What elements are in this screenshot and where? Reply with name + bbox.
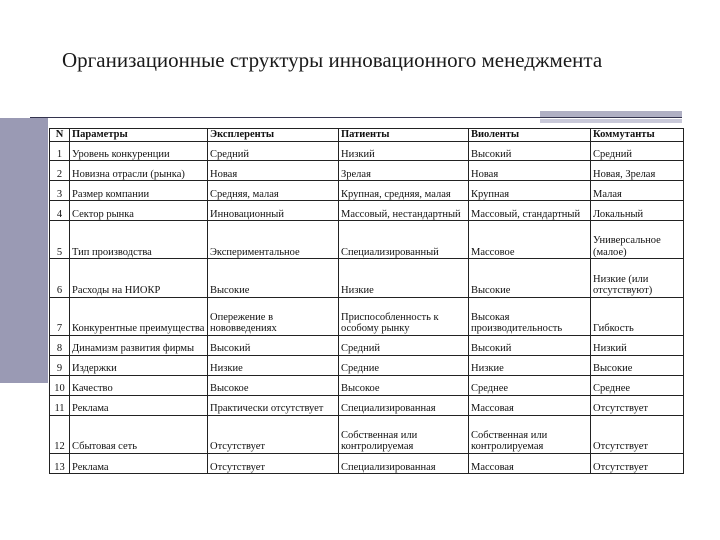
cell-parameter: Уровень конкуренции (70, 141, 208, 161)
cell-violents: Крупная (469, 181, 591, 201)
header-cell-explerents: Эксплеренты (208, 129, 339, 142)
cell-patients: Приспособленность к особому рынку (339, 297, 469, 335)
table-row (50, 453, 684, 473)
cell-explerents: Средняя, малая (208, 181, 339, 201)
comparison-table (49, 128, 684, 474)
cell-row-number: 13 (50, 453, 70, 473)
cell-commutants: Среднее (591, 375, 684, 395)
cell-violents: Высокий (469, 335, 591, 355)
cell-parameter: Качество (70, 375, 208, 395)
cell-parameter: Реклама (70, 395, 208, 415)
cell-explerents: Высокие (208, 259, 339, 297)
table-row (50, 355, 684, 375)
cell-row-number: 12 (50, 415, 70, 453)
cell-parameter: Сбытовая сеть (70, 415, 208, 453)
cell-row-number: 2 (50, 161, 70, 181)
cell-explerents: Практически отсутствует (208, 395, 339, 415)
decorative-accent-bar-lower (540, 119, 682, 123)
cell-violents: Новая (469, 161, 591, 181)
cell-commutants: Отсутствует (591, 395, 684, 415)
decorative-side-bar (0, 118, 48, 383)
cell-patients: Высокое (339, 375, 469, 395)
cell-parameter: Конкурентные преимущества (70, 297, 208, 335)
cell-row-number: 3 (50, 181, 70, 201)
cell-explerents: Инновационный (208, 201, 339, 221)
cell-parameter: Тип производства (70, 221, 208, 259)
cell-parameter: Издержки (70, 355, 208, 375)
cell-commutants: Новая, Зрелая (591, 161, 684, 181)
cell-patients: Специализированная (339, 453, 469, 473)
cell-patients: Средний (339, 335, 469, 355)
cell-explerents: Средний (208, 141, 339, 161)
cell-commutants: Отсутствует (591, 415, 684, 453)
table-row (50, 221, 684, 259)
cell-explerents: Низкие (208, 355, 339, 375)
cell-patients: Массовый, нестандартный (339, 201, 469, 221)
header-cell-patients: Патиенты (339, 129, 469, 142)
header-cell-commutants: Коммутанты (591, 129, 684, 142)
cell-violents: Среднее (469, 375, 591, 395)
cell-row-number: 11 (50, 395, 70, 415)
cell-explerents: Отсутствует (208, 415, 339, 453)
cell-explerents: Опережение в нововведениях (208, 297, 339, 335)
table-row (50, 181, 684, 201)
cell-patients: Крупная, средняя, малая (339, 181, 469, 201)
cell-commutants: Малая (591, 181, 684, 201)
table-row (50, 297, 684, 335)
header-cell-parameters: Параметры (70, 129, 208, 142)
table-row (50, 161, 684, 181)
cell-commutants: Локальный (591, 201, 684, 221)
cell-parameter: Реклама (70, 453, 208, 473)
cell-explerents: Новая (208, 161, 339, 181)
cell-violents: Собственная или контролируемая (469, 415, 591, 453)
slide-title: Организационные структуры инновационного менеджмента (62, 48, 603, 72)
cell-patients: Специализированный (339, 221, 469, 259)
cell-violents: Низкие (469, 355, 591, 375)
cell-patients: Собственная или контролируемая (339, 415, 469, 453)
table-row (50, 201, 684, 221)
header-cell-violents: Виоленты (469, 129, 591, 142)
cell-violents: Высокий (469, 141, 591, 161)
table-header-row (50, 129, 684, 142)
cell-parameter: Динамизм развития фирмы (70, 335, 208, 355)
cell-commutants: Универсальное (малое) (591, 221, 684, 259)
cell-patients: Низкий (339, 141, 469, 161)
table-row (50, 415, 684, 453)
cell-row-number: 6 (50, 259, 70, 297)
cell-commutants: Высокие (591, 355, 684, 375)
cell-commutants: Низкие (или отсутствуют) (591, 259, 684, 297)
cell-row-number: 7 (50, 297, 70, 335)
cell-row-number: 9 (50, 355, 70, 375)
cell-explerents: Высокий (208, 335, 339, 355)
cell-parameter: Новизна отрасли (рынка) (70, 161, 208, 181)
header-cell-number: N (50, 129, 70, 142)
cell-violents: Массовый, стандартный (469, 201, 591, 221)
cell-commutants: Средний (591, 141, 684, 161)
cell-row-number: 8 (50, 335, 70, 355)
cell-patients: Низкие (339, 259, 469, 297)
cell-patients: Зрелая (339, 161, 469, 181)
cell-row-number: 5 (50, 221, 70, 259)
cell-violents: Массовое (469, 221, 591, 259)
cell-explerents: Высокое (208, 375, 339, 395)
cell-violents: Высокая производительность (469, 297, 591, 335)
cell-commutants: Гибкость (591, 297, 684, 335)
cell-patients: Специализированная (339, 395, 469, 415)
cell-commutants: Отсутствует (591, 453, 684, 473)
cell-row-number: 4 (50, 201, 70, 221)
cell-explerents: Экспериментальное (208, 221, 339, 259)
table-row (50, 375, 684, 395)
cell-parameter: Размер компании (70, 181, 208, 201)
cell-parameter: Расходы на НИОКР (70, 259, 208, 297)
cell-parameter: Сектор рынка (70, 201, 208, 221)
table-row (50, 335, 684, 355)
decorative-rule (30, 117, 682, 118)
cell-violents: Высокие (469, 259, 591, 297)
table-row (50, 395, 684, 415)
table-row (50, 141, 684, 161)
cell-violents: Массовая (469, 395, 591, 415)
cell-row-number: 1 (50, 141, 70, 161)
cell-violents: Массовая (469, 453, 591, 473)
table-row (50, 259, 684, 297)
cell-commutants: Низкий (591, 335, 684, 355)
cell-row-number: 10 (50, 375, 70, 395)
cell-explerents: Отсутствует (208, 453, 339, 473)
comparison-table-container (49, 128, 683, 474)
cell-patients: Средние (339, 355, 469, 375)
